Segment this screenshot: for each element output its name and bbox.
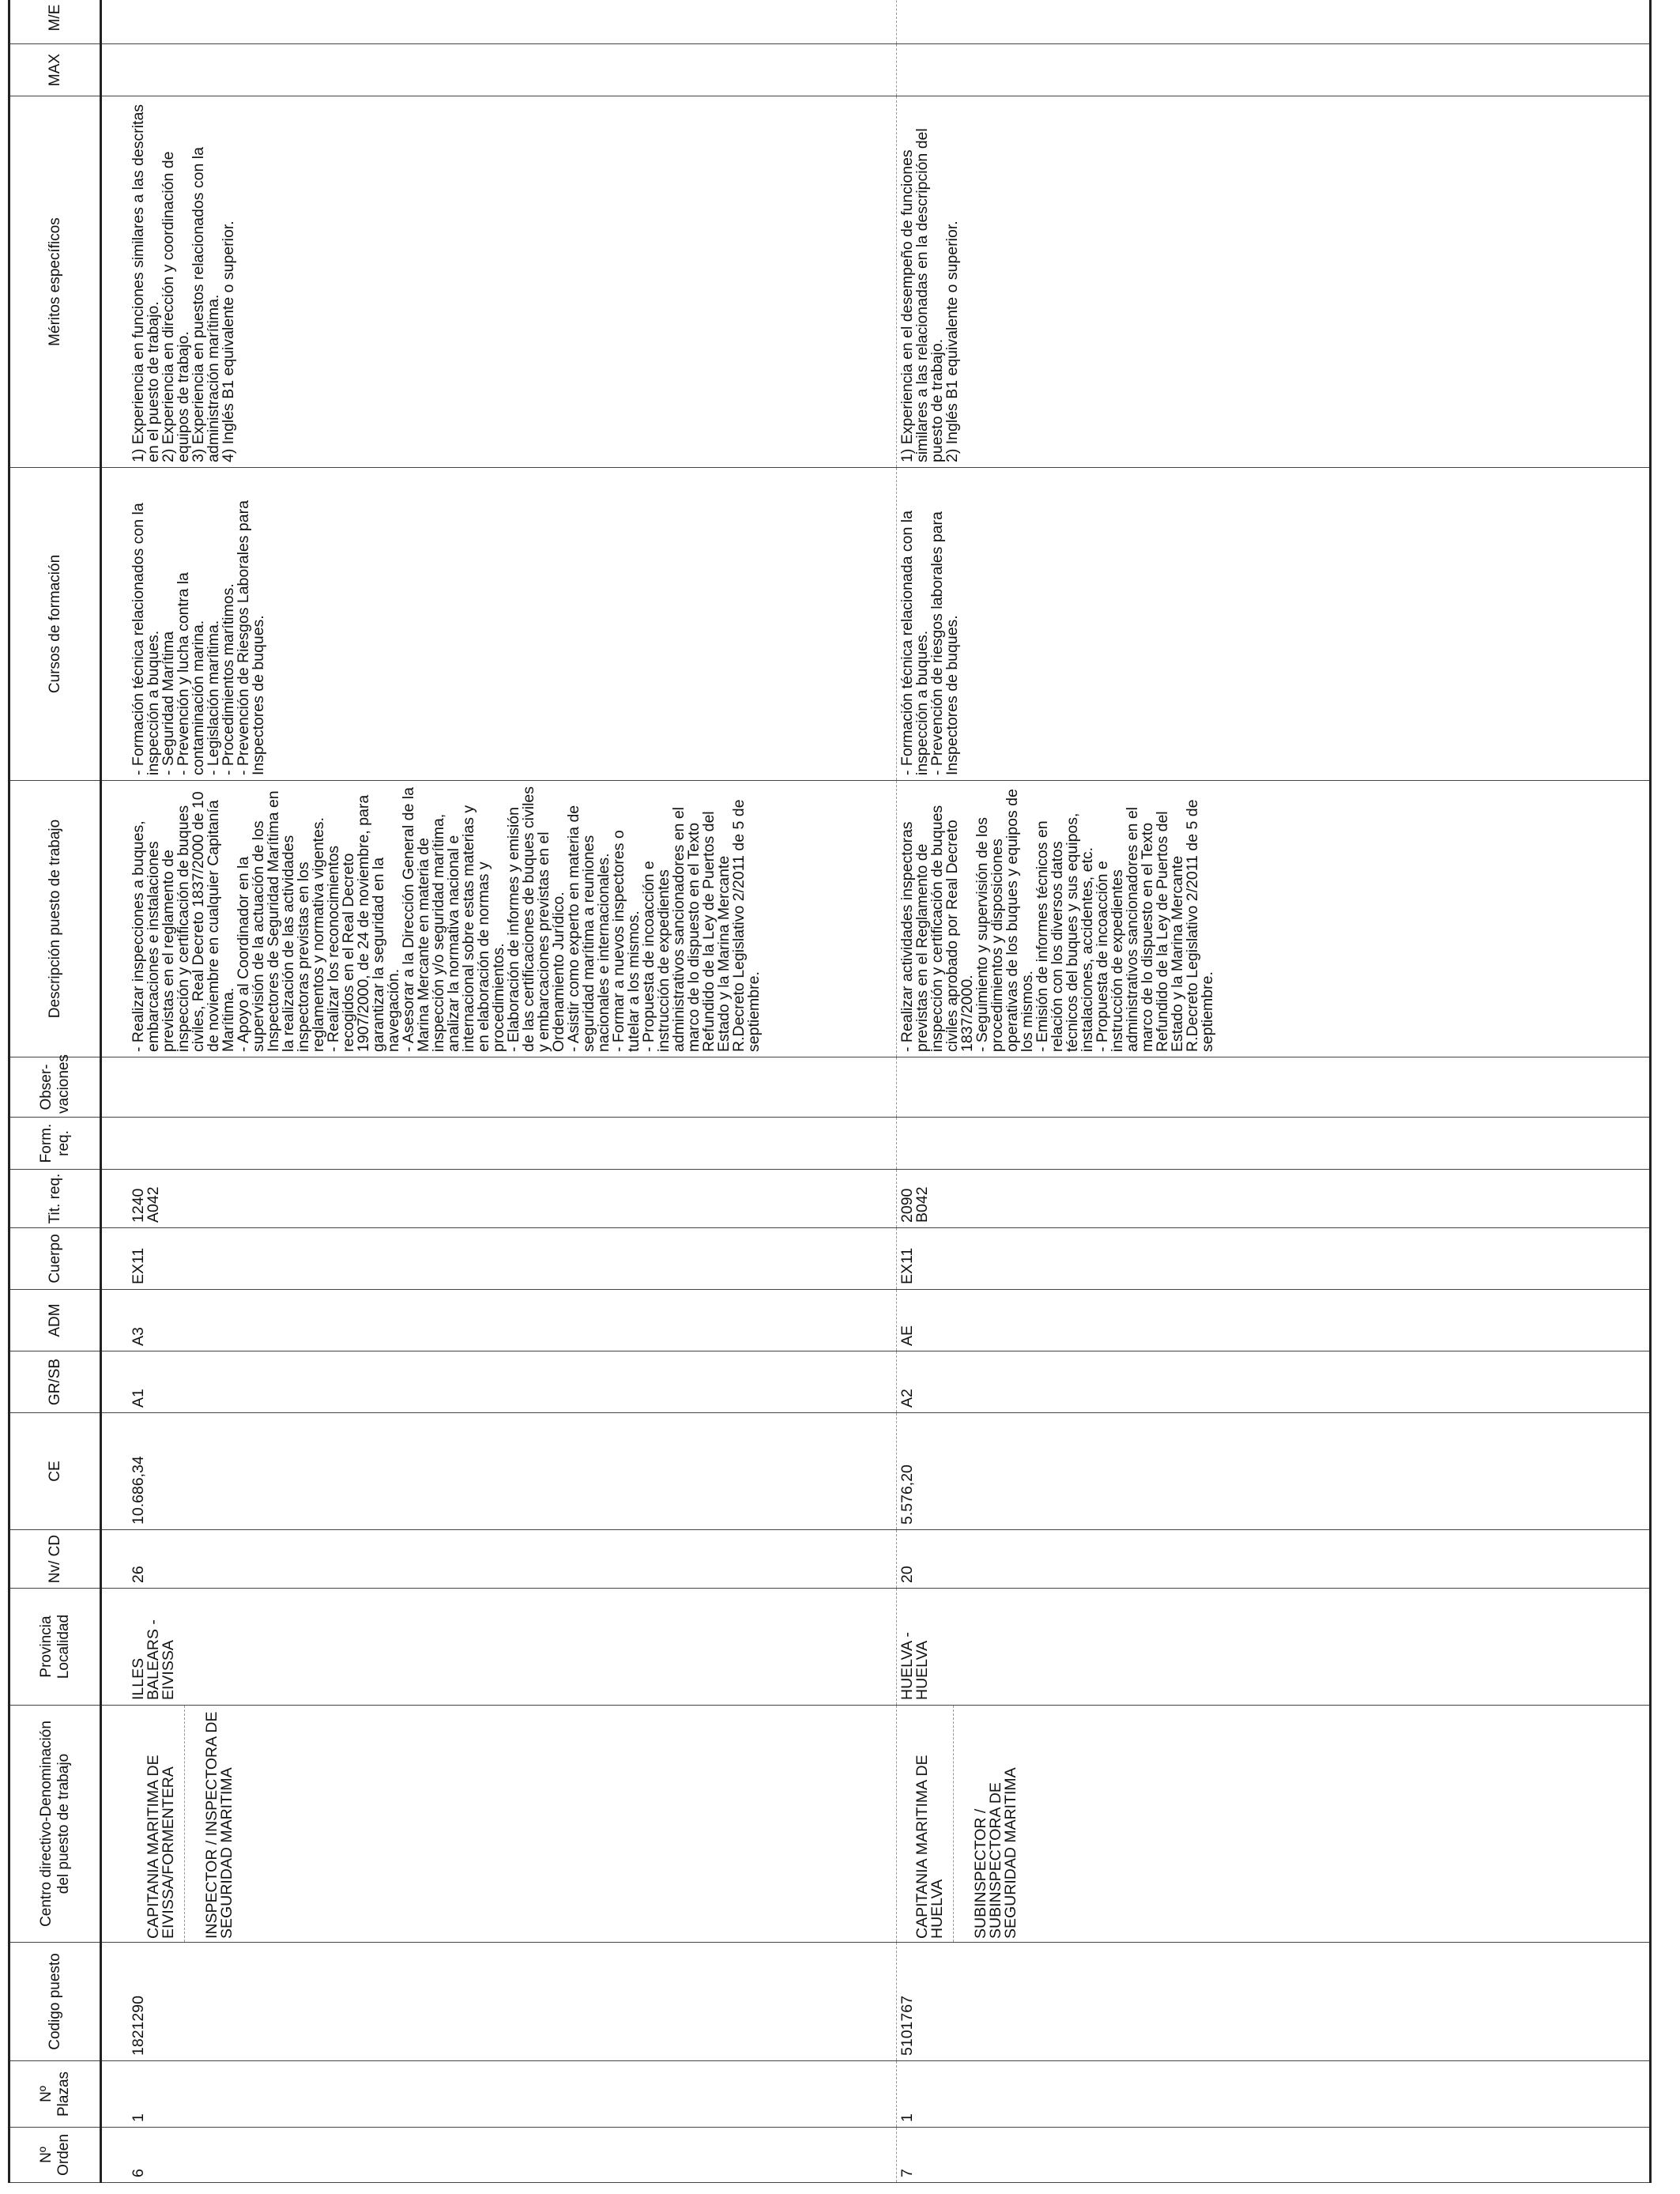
spacer-row — [101, 0, 129, 2183]
cell-adm: A3 — [128, 1290, 896, 1351]
cell-meritos: 1) Experiencia en funciones similares a las descritas en el puesto de trabajo. 2) Experiencia en dirección y coordinación de equipos de trabajo. 3) Experiencia en puestos relacionados con la administración marítima. 4) Inglés B1 equivalente o superior. — [128, 96, 896, 468]
cell-adm: AE — [897, 1290, 1651, 1351]
cell-nivel: 26 — [128, 1530, 896, 1589]
header-grupo: GR/SB — [9, 1351, 101, 1413]
cell-observaciones — [128, 1057, 896, 1118]
cell-grupo: A1 — [128, 1351, 896, 1413]
header-cuerpo: Cuerpo — [9, 1228, 101, 1290]
header-titulacion: Tit. req. — [9, 1170, 101, 1228]
cell-titulacion: 1240 A042 — [128, 1170, 896, 1228]
header-codigo: Codigo puesto — [9, 1943, 101, 2061]
cell-provincia: ILLES BALEARS - EIVISSA — [128, 1589, 896, 1706]
centro-directivo: CAPITANIA MARITIMA DE EIVISSA/FORMENTERA — [143, 1706, 185, 1942]
header-row — [9, 0, 101, 2183]
table-row — [897, 0, 1651, 2183]
header-nivel: Nv/ CD — [9, 1530, 101, 1589]
cell-max — [897, 44, 1651, 96]
cell-observaciones — [897, 1057, 1651, 1118]
header-provincia: Provincia Localidad — [9, 1589, 101, 1706]
cell-cursos: - Formación técnica relacionados con la inspección a buques. - Seguridad Marítima - Prevención y lucha contra la contaminación marina. - Legislación marítima. - Procedimientos marítimos. - Prevención de Riesgos Laborales para Inspectores de buques. — [128, 468, 896, 781]
cell-formacion — [897, 1118, 1651, 1170]
cell-cursos: - Formación técnica relacionada con la inspección a buques. - Prevención de riesgos laborales para Inspectores de buques. — [897, 468, 1651, 781]
header-cursos: Cursos de formación — [9, 468, 101, 781]
cell-centro — [897, 1706, 1651, 1943]
header-max: MAX — [9, 44, 101, 96]
cell-plazas: 1 — [897, 2061, 1651, 2128]
cell-ce: 10.686,34 — [128, 1413, 896, 1530]
cell-centro — [128, 1706, 896, 1943]
cell-grupo: A2 — [897, 1351, 1651, 1413]
cell-cuerpo: EX11 — [128, 1228, 896, 1290]
header-descripcion: Descripción puesto de trabajo — [9, 781, 101, 1057]
cell-codigo: 5101767 — [897, 1943, 1651, 2061]
cell-descripcion: - Realizar inspecciones a buques, embarcaciones e instalaciones previstas en el reglamento de inspección y certificación de buques civiles, Real Decreto 1837/2000 de 10 de noviembre en cualquier Capitanía Marítima. - Apoyo al Coordinador en la supervisión de la actuación de los Inspectores de Seguridad Marítima en la realización de las actividades inspectoras previstas en los reglamentos y normativa vigentes. - Realizar los reconocimientos recogidos en el Real Decreto 1907/2000, de 24 de noviembre, para garantizar la seguridad en la navegación. - Asesorar a la Dirección General de la Marina Mercante en materia de inspección y/o seguridad marítima, analizar la normativa nacional e internacional sobre estas materias y en elaboración de normas y procedimientos. - Elaboración de informes y emisión de las certificaciones de buques civiles y embarcaciones previstas en el Ordenamiento Jurídico. - Asistir como experto en materia de seguridad marítima a reuniones nacionales e internacionales. - Formar a nuevos inspectores o tutelar a los mismos. - Propuesta de incoacción e instrucción de expedientes administrativos sancionadores en el marco de lo dispuesto en el Texto Refundido de la Ley de Puertos del Estado y la Marina Mercante R.Decreto Legislativo 2/2011 de 5 de septiembre. — [128, 781, 896, 1057]
table-row — [128, 0, 896, 2183]
cell-descripcion: - Realizar actividades inspectoras previstas en el Reglamento de inspección y certificación de buques civiles aprobado por Real Decreto 1837/2000. - Seguimiento y supervisión de los procedimientos y disposiciones operativas de los buques y equipos de los mismos. - Emisión de informes técnicos en relación con los diversos datos técnicos del buques y sus equipos, instalaciones, accidentes, etc. - Propuesta de incoacción e instrucción de expedientes administrativos sancionadores en el marco de lo dispuesto en el Texto Refundido de la Ley de Puertos del Estado y la Marina Mercante R.Decreto Legislativo 2/2011 de 5 de septiembre. — [897, 781, 1651, 1057]
cell-orden: 7 — [897, 2128, 1651, 2183]
cell-plazas: 1 — [128, 2061, 896, 2128]
denominacion-puesto: SUBINSPECTOR / SUBINSPECTORA DE SEGURIDAD MARITIMA — [972, 1767, 1020, 1939]
cell-max — [128, 44, 896, 96]
header-meritos: Méritos específicos — [9, 96, 101, 468]
centro-directivo: CAPITANIA MARITIMA DE HUELVA — [912, 1706, 954, 1942]
cell-me — [128, 0, 896, 44]
cell-codigo: 1821290 — [128, 1943, 896, 2061]
header-plazas: Nº Plazas — [9, 2061, 101, 2128]
cell-provincia: HUELVA - HUELVA — [897, 1589, 1651, 1706]
cell-ce: 5.576,20 — [897, 1413, 1651, 1530]
cell-nivel: 20 — [897, 1530, 1651, 1589]
cell-formacion — [128, 1118, 896, 1170]
header-me: M/E — [9, 0, 101, 44]
cell-cuerpo: EX11 — [897, 1228, 1651, 1290]
cell-me — [897, 0, 1651, 44]
header-centro: Centro directivo-Denominación del puesto de trabajo — [9, 1706, 101, 1943]
header-ce: CE — [9, 1413, 101, 1530]
cell-titulacion: 2090 B042 — [897, 1170, 1651, 1228]
header-formacion: Form. req. — [9, 1118, 101, 1170]
header-adm: ADM — [9, 1290, 101, 1351]
cell-orden: 6 — [128, 2128, 896, 2183]
header-orden: Nº Orden — [9, 2128, 101, 2183]
denominacion-puesto: INSPECTOR / INSPECTORA DE SEGURIDAD MARITIMA — [203, 1711, 236, 1939]
job-positions-table — [8, 0, 1652, 2183]
cell-meritos: 1) Experiencia en el desempeño de funciones similares a las relacionadas en la descripción del puesto de trabajo. 2) Inglés B1 equivalente o superior. — [897, 96, 1651, 468]
header-observaciones: Obser-vaciones — [9, 1057, 101, 1118]
